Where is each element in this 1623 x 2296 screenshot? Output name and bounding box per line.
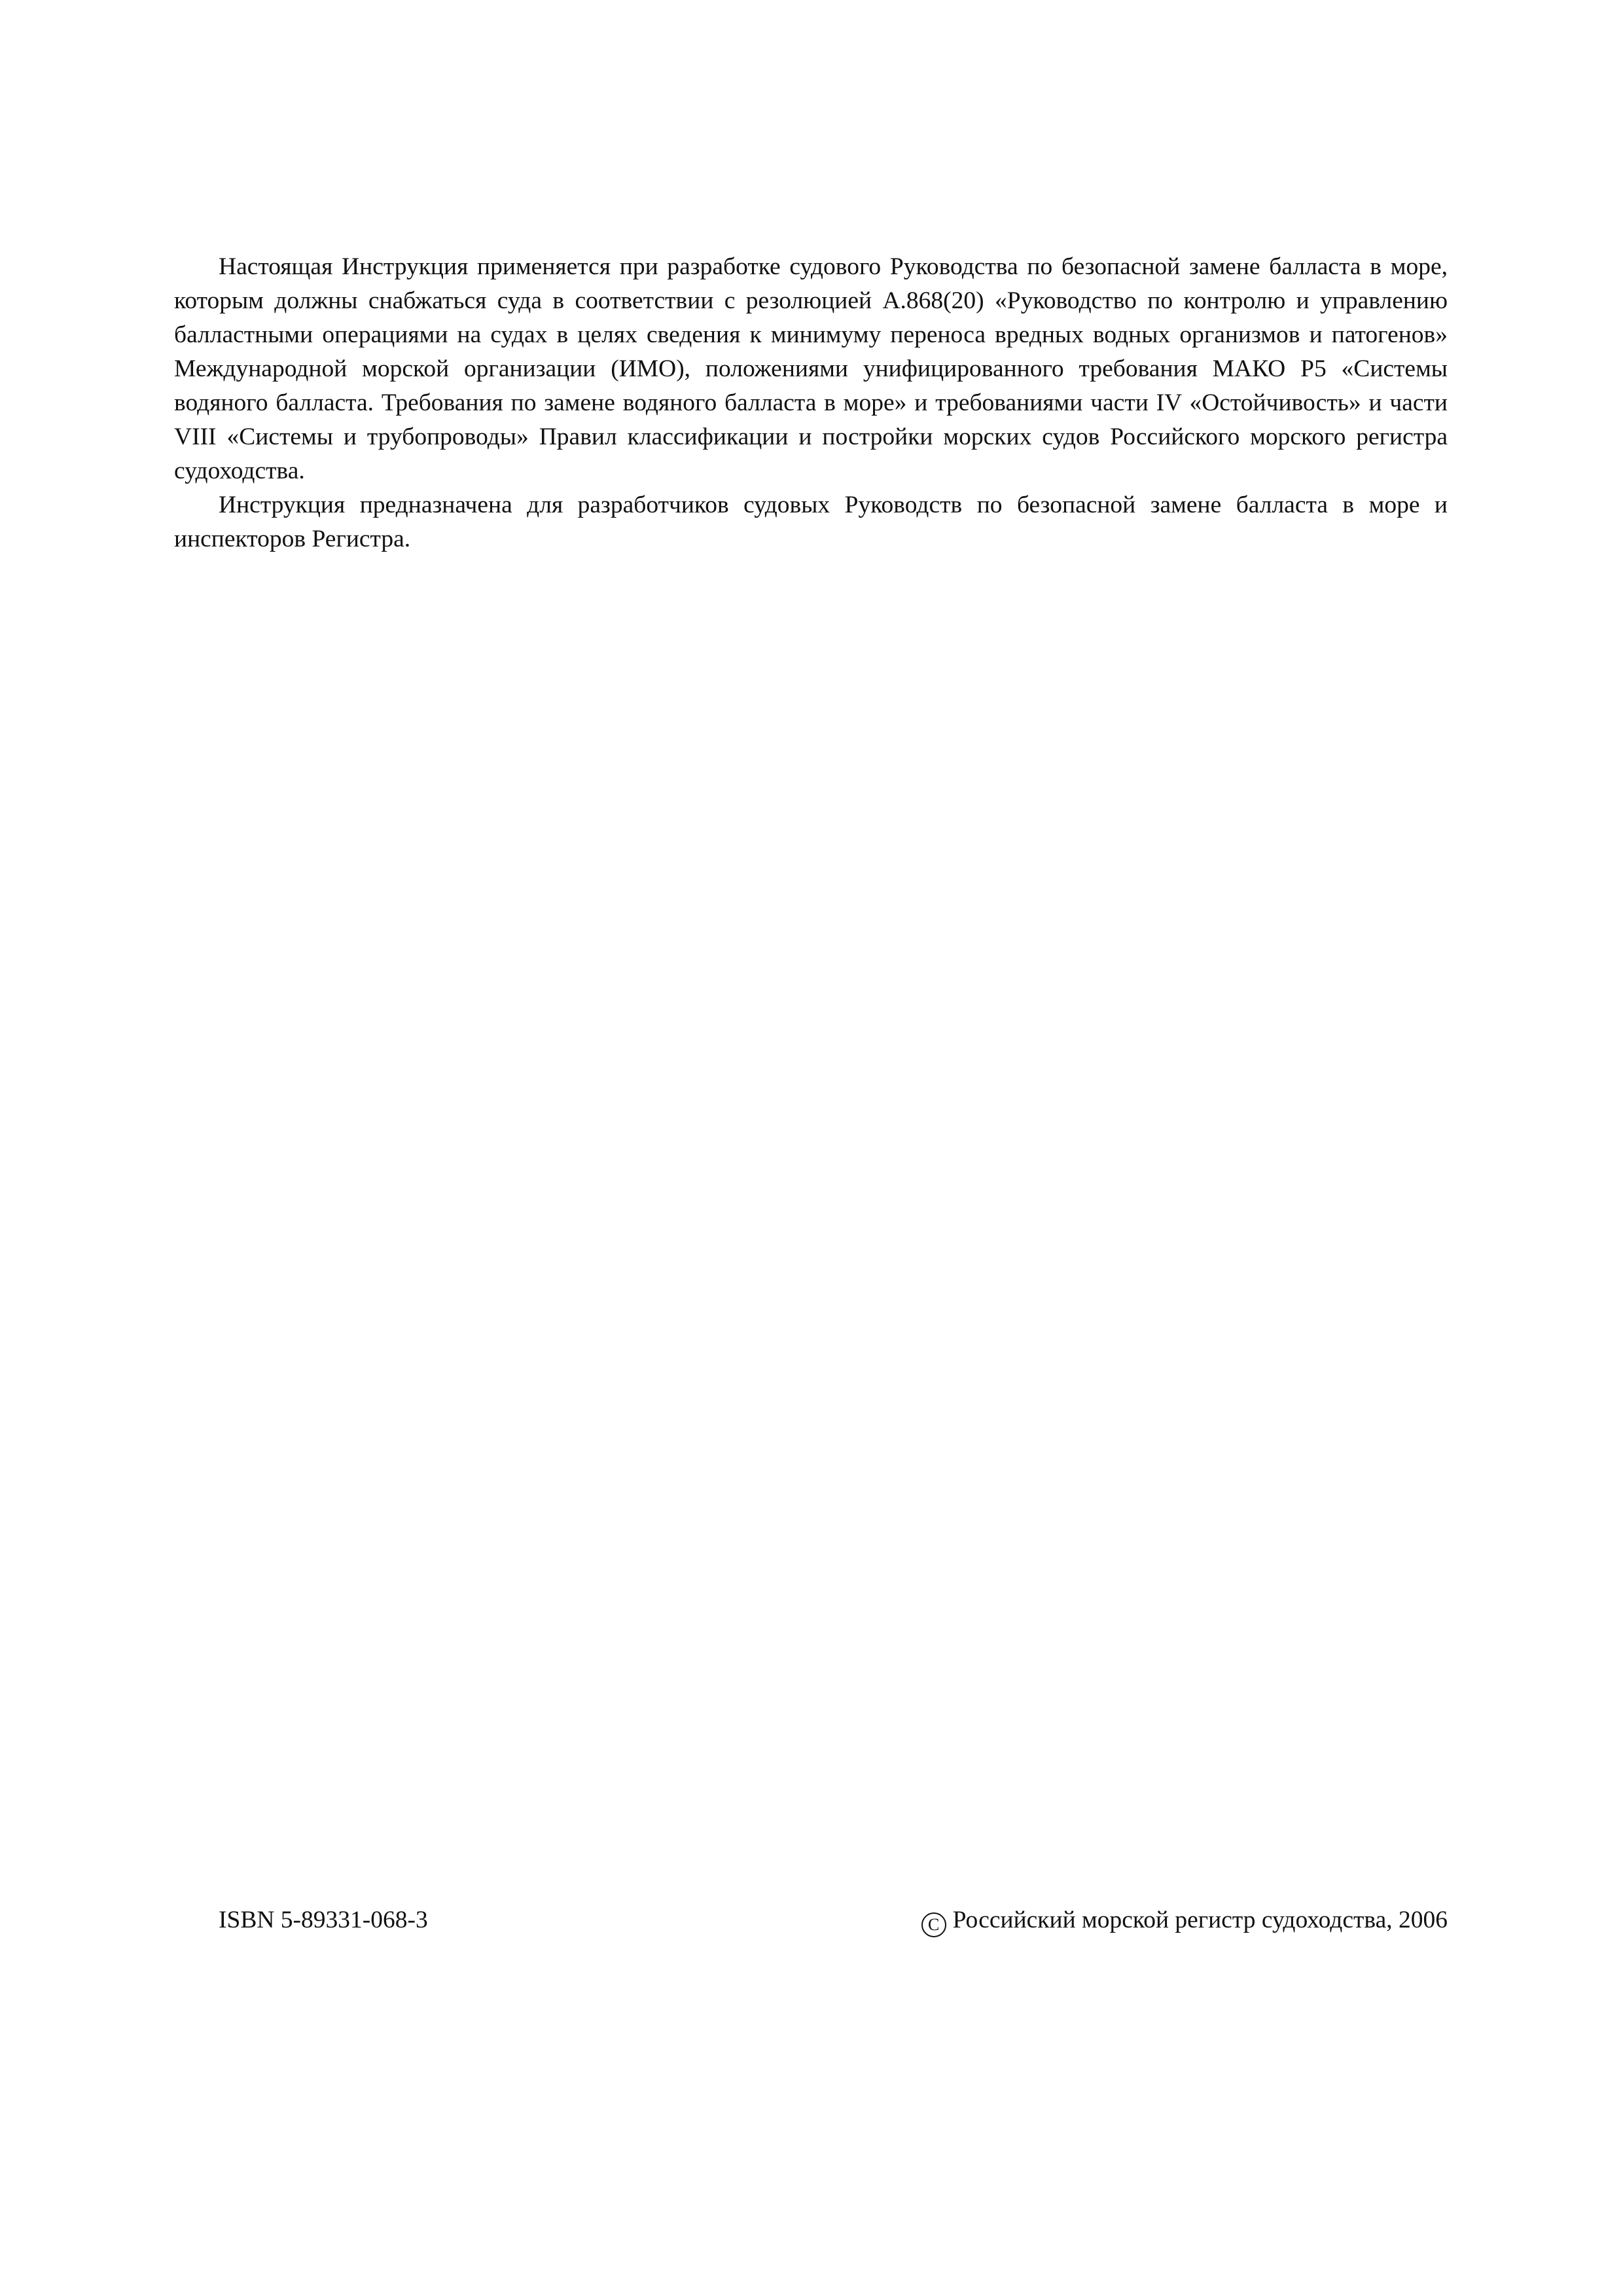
copyright-text: Российский морской регистр судоходства, 2006 bbox=[952, 1907, 1448, 1933]
copyright-icon: C bbox=[921, 1912, 946, 1937]
copyright-notice bbox=[921, 1903, 1448, 1937]
body-text bbox=[174, 250, 1448, 556]
paragraph-audience: Инструкция предназначена для разработчиков судовых Руководств по безопасной замене балласта в море и инспекторов Регистра. bbox=[174, 492, 1448, 552]
page-footer bbox=[219, 1903, 1448, 1943]
isbn-number: ISBN 5-89331-068-3 bbox=[219, 1907, 428, 1933]
paragraph-intro: Настоящая Инструкция применяется при разработке судового Руководства по безопасной замене балласта в море, которым должны снабжаться суда в соответствии с резолюцией А.868(20) «Руководство по контролю и управлению балластными операциями на судах в целях сведения к минимуму переноса вредных водных организмов и патогенов» Международной морской организации (ИМО), положениями унифицированного требования МАКО Р5 «Системы водяного балласта. Требования по замене водяного балласта в море» и требованиями части IV «Остойчивость» и части VIII «Системы и трубопроводы» Правил классификации и постройки морских судов Российского морского регистра судоходства. bbox=[174, 253, 1448, 484]
